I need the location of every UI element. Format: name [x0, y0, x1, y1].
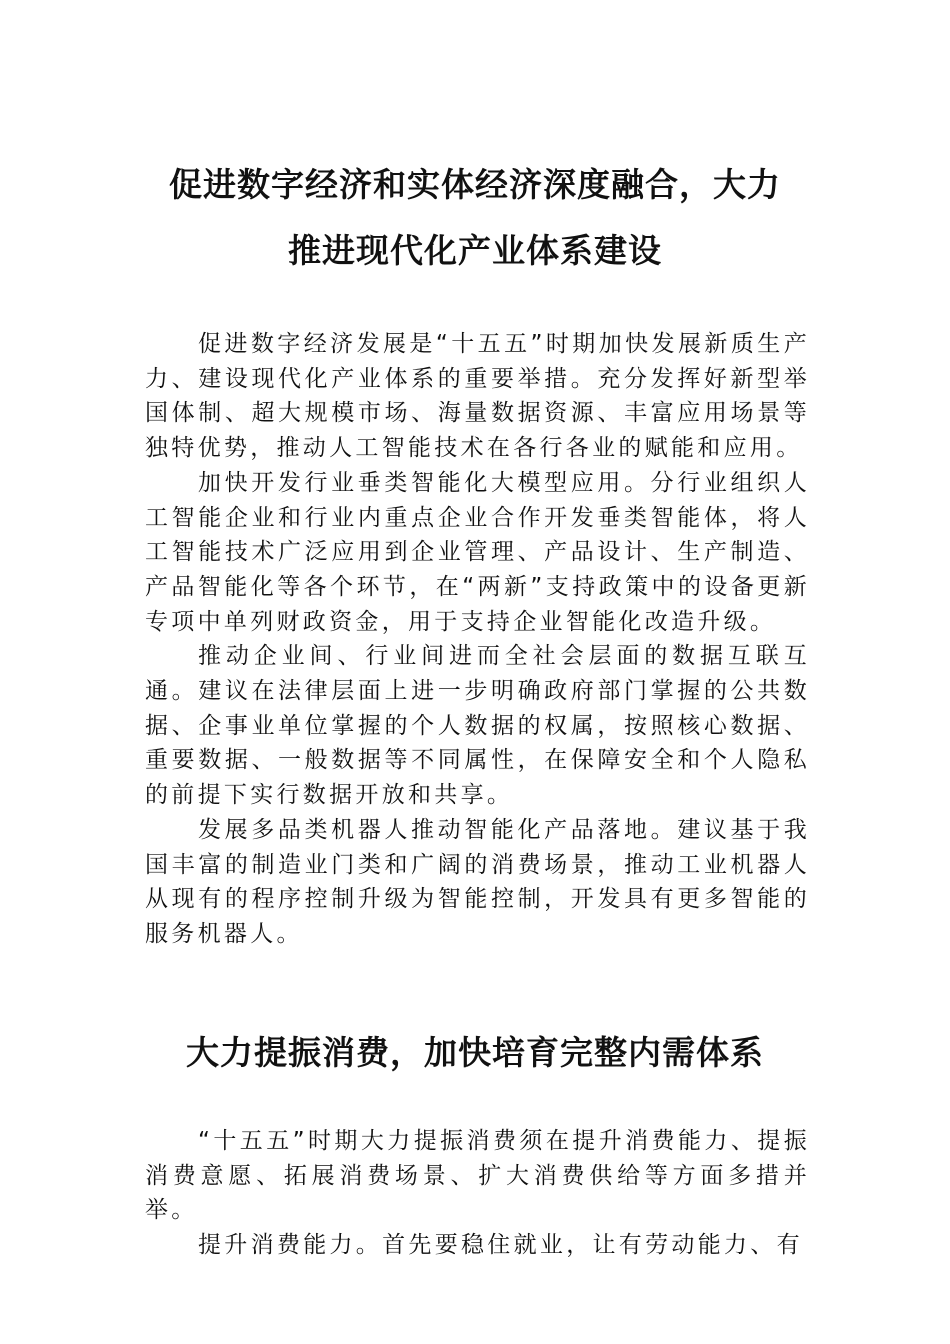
- section1-paragraph: 发展多品类机器人推动智能化产品落地。建议基于我国丰富的制造业门类和广阔的消费场景，推动工业机器人从现有的程序控制升级为智能控制，开发具有更多智能的服务机器人。: [145, 816, 810, 947]
- section1-paragraph: 加快开发行业垂类智能化大模型应用。分行业组织人工智能企业和行业内重点企业合作开发垂类智能体，将人工智能技术广泛应用到企业管理、产品设计、生产制造、产品智能化等各个环节，在“两新”支持政策中的设备更新专项中单列财政资金，用于支持企业智能化改造升级。: [145, 469, 810, 635]
- section2-title: 大力提振消费，加快培育完整内需体系: [186, 1033, 764, 1072]
- section1-title-line2: 推进现代化产业体系建设: [288, 231, 662, 270]
- section1-title-line1: 促进数字经济和实体经济深度融合，大力: [169, 165, 781, 204]
- section1-title: [120, 152, 830, 284]
- section2-paragraph: “十五五”时期大力提振消费须在提升消费能力、提振消费意愿、拓展消费场景、扩大消费供给等方面多措并举。: [145, 1128, 810, 1224]
- section2-paragraph: 提升消费能力。首先要稳住就业，让有劳动能力、有: [198, 1232, 803, 1259]
- section2-body: [145, 1124, 810, 1263]
- section1-paragraph: 推动企业间、行业间进而全社会层面的数据互联互通。建议在法律层面上进一步明确政府部门掌握的公共数据、企事业单位掌握的个人数据的权属，按照核心数据、重要数据、一般数据等不同属性，在保障安全和个人隐私的前提下实行数据开放和共享。: [145, 643, 810, 809]
- section1-paragraph: 促进数字经济发展是“十五五”时期加快发展新质生产力、建设现代化产业体系的重要举措。充分发挥好新型举国体制、超大规模市场、海量数据资源、丰富应用场景等独特优势，推动人工智能技术在各行各业的赋能和应用。: [145, 331, 810, 462]
- section1-body: [145, 327, 810, 952]
